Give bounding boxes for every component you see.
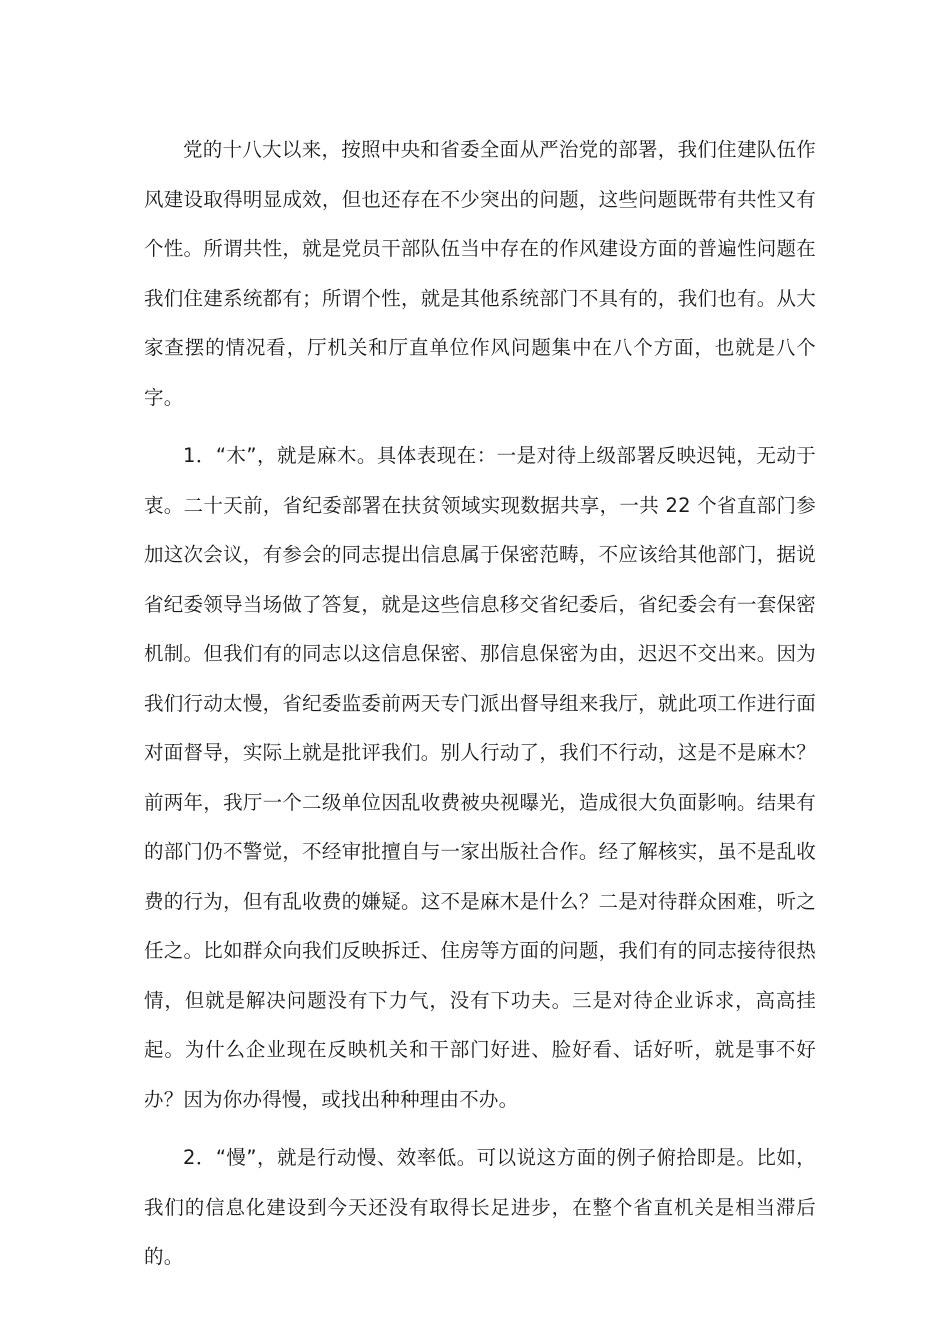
document-body — [144, 125, 816, 1282]
paragraph-intro: 党的十八大以来，按照中央和省委全面从严治党的部署，我们住建队伍作风建设取得明显成效，但也还存在不少突出的问题，这些问题既带有共性又有个性。所谓共性，就是党员干部队伍当中存在的作风建设方面的普遍性问题在我们住建系统都有；所谓个性，就是其他系统部门不具有的，我们也有。从大家查摆的情况看，厅机关和厅直单位作风问题集中在八个方面，也就是八个字。 — [144, 138, 816, 409]
paragraph-point-2: 2．“慢”，就是行动慢、效率低。可以说这方面的例子俯拾即是。比如，我们的信息化建设到今天还没有取得长足进步，在整个省直机关是相当滞后的。 — [144, 1146, 816, 1268]
paragraph-point-1: 1．“木”，就是麻木。具体表现在：一是对待上级部署反映迟钝，无动于衷。二十天前，省纪委部署在扶贫领域实现数据共享，一共 22 个省直部门参加这次会议，有参会的同志提出信息属于保密范畴，不应该给其他部门，据说省纪委领导当场做了答复，就是这些信息移交省纪委后，省纪委会有一套保密机制。但我们有的同志以这信息保密、那信息保密为由，迟迟不交出来。因为我们行动太慢，省纪委监委前两天专门派出督导组来我厅，就此项工作进行面对面督导，实际上就是批评我们。别人行动了，我们不行动，这是不是麻木？前两年，我厅一个二级单位因乱收费被央视曝光，造成很大负面影响。结果有的部门仍不警觉，不经审批擅自与一家出版社合作。经了解核实，虽不是乱收费的行为，但有乱收费的嫌疑。这不是麻木是什么？二是对待群众困难，听之任之。比如群众向我们反映拆迁、住房等方面的问题，我们有的同志接待很热情，但就是解决问题没有下力气，没有下功夫。三是对待企业诉求，高高挂起。为什么企业现在反映机关和干部门好进、脸好看、话好听，就是事不好办？因为你办得慢，或找出种种理由不办。 — [144, 444, 816, 1111]
